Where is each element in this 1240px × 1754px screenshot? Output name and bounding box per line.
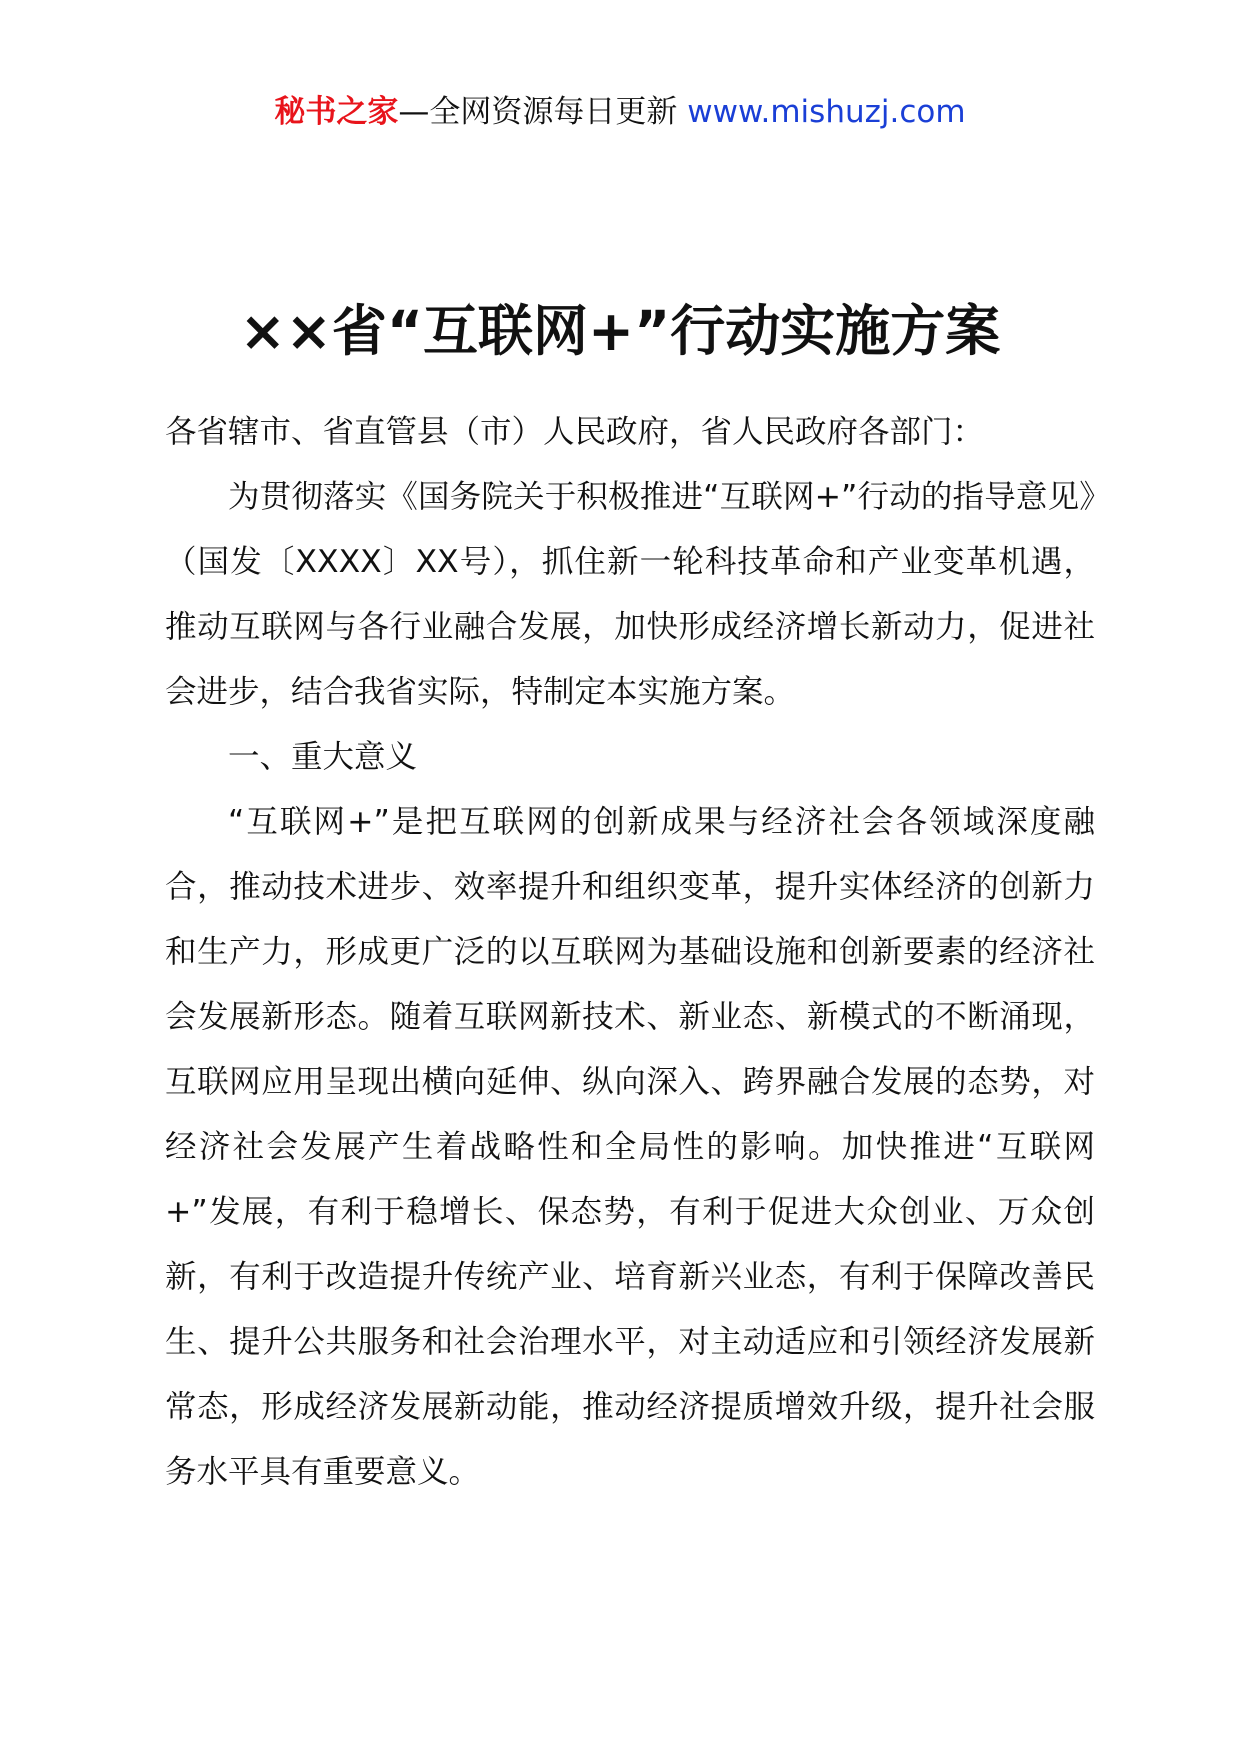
section-heading: 一、重大意义 [228,739,418,775]
document-body [165,400,1095,1505]
intro-paragraph: 为贯彻落实《国务院关于积极推进“互联网+”行动的指导意见》（国发〔XXXX〕XX号），抓住新一轮科技革命和产业变革机遇，推动互联网与各行业融合发展，加快形成经济增长新动力，促进社会进步，结合我省实际，特制定本实施方案。 [165,479,1095,710]
significance-paragraph: “互联网+”是把互联网的创新成果与经济社会各领域深度融合，推动技术进步、效率提升和组织变革，提升实体经济的创新力和生产力，形成更广泛的以互联网为基础设施和创新要素的经济社会发展新形态。随着互联网新技术、新业态、新模式的不断涌现，互联网应用呈现出横向延伸、纵向深入、跨界融合发展的态势，对经济社会发展产生着战略性和全局性的影响。加快推进“互联网+”发展，有利于稳增长、保态势，有利于促进大众创业、万众创新，有利于改造提升传统产业、培育新兴业态，有利于保障改善民生、提升公共服务和社会治理水平，对主动适应和引领经济发展新常态，形成经济发展新动能，推动经济提质增效升级，提升社会服务水平具有重要意义。 [165,804,1095,1490]
document-title: ××省“互联网+”行动实施方案 [239,299,1001,363]
site-url-link[interactable]: www.mishuzj.com [687,94,966,130]
header-tagline: —全网资源每日更新 [398,94,688,130]
salutation-line: 各省辖市、省直管县（市）人民政府，省人民政府各部门： [165,414,985,450]
site-header-banner [0,92,1240,132]
brand-name: 秘书之家 [274,94,399,130]
